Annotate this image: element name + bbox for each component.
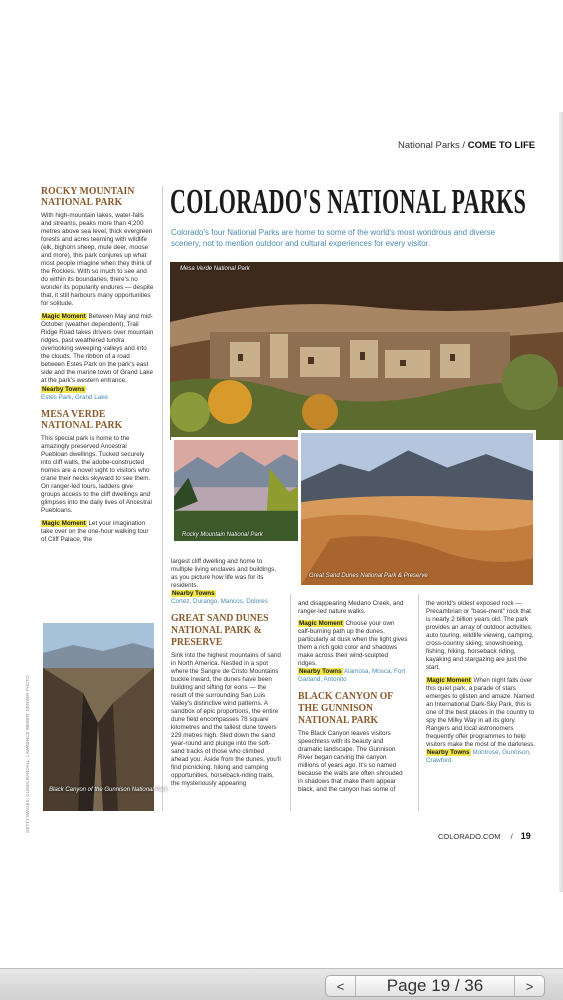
left-column: [41, 186, 154, 544]
black-canyon-magic-text: When night falls over this quiet park, a parade of stars emerges to glisten and amaze. Named an International Dark-Sky Park, this is one of the best places in the country to spy the Milky Way in all its glory. Rangers and local astronomers frequently offer programmes to help visitors make the most of the darkness.: [426, 677, 536, 748]
rocky-mountain-photo: [171, 437, 309, 544]
black-canyon-photo: [43, 623, 168, 811]
page-navigator: [325, 975, 545, 997]
page-footer: [438, 831, 531, 841]
rocky-magic-moment: [41, 313, 154, 385]
sand-dunes-towns-list: Alamosa, Mosca, Fort Garland, Antonito: [298, 668, 406, 683]
black-canyon-heading: BLACK CANYON OF THE GUNNISON NATIONAL PARK: [298, 690, 393, 726]
black-canyon-towns-list: Montrose, Gunnison, Crawford: [426, 749, 531, 764]
page-title: COLORADO'S NATIONAL PARKS: [170, 182, 527, 221]
great-sand-dunes-heading: GREAT SAND DUNES NATIONAL PARK & PRESERVE: [171, 612, 269, 648]
mesa-verde-caption: Mesa Verde National Park: [180, 266, 250, 272]
column-divider: [162, 186, 163, 811]
mesa-verde-heading: MESA VERDE NATIONAL PARK: [41, 408, 123, 431]
rocky-mountain-caption: Rocky Mountain National Park: [182, 532, 263, 538]
mesa-verde-photo: [170, 262, 563, 440]
header-separator: /: [459, 140, 468, 151]
page-edge: [559, 112, 563, 892]
nearby-towns-label: Nearby Towns: [299, 668, 342, 675]
running-header: [398, 140, 535, 151]
rocky-towns-list: Estes Park, Grand Lake: [41, 394, 108, 401]
footer-separator: /: [510, 832, 513, 841]
next-page-button[interactable]: [514, 976, 544, 996]
rocky-nearby-towns: [41, 386, 154, 402]
sand-dunes-nearby-towns: [298, 668, 408, 684]
column-divider: [290, 594, 291, 811]
black-canyon-body: The Black Canyon leaves visitors speechless with its beauty and dramatic landscape. The Gunnison River began carving the canyon millions of years ago. It's so named because the walls are often shrouded in shadows that make them appear black, and the canyon has some of: [298, 730, 403, 793]
great-sand-dunes-body: Sink into the highest mountains of sand in North America. Nestled in a spot where the Sangre de Cristo Mountains buckle inward, the dunes have been building and sifting for eons — the result of the surrounding San Luis Valley's distinctive wind patterns. A sandbox of epic proportions, the entire dune field encompasses 78 square kilometres and the tallest dune towers 229 metres high. Sled down the sand year-round and plunge into the soft-sand tracks of those who climbed ahead you. Aside from the dunes, you'll find picnicking, hiking and camping opportunities, horseback-riding trails, the mysteriously appearing: [171, 652, 281, 787]
mesa-magic-moment: [41, 520, 154, 544]
magic-moment-label: Magic Moment: [42, 520, 86, 527]
great-sand-dunes-photo: [298, 430, 536, 588]
rocky-magic-text: Between May and mid-October (weather dependent), Trail Ridge Road takes drivers over mountain ridges, past weathered tundra overlooking sweeping valleys and into the clouds. The ribbon of a road between Estes Park on the park's east side and the marine town of Grand Lake at the park's western entrance.: [41, 313, 154, 384]
page-indicator: Page 19 / 36: [386, 976, 484, 995]
page-number: 19: [520, 831, 531, 841]
magic-moment-label: Magic Moment: [42, 313, 86, 320]
magic-moment-label: Magic Moment: [299, 620, 343, 627]
mesa-nearby-towns: [171, 590, 281, 606]
header-section: National Parks: [398, 140, 460, 151]
footer-site: COLORADO.COM: [438, 832, 501, 841]
black-canyon-caption: Black Canyon of the Gunnison National Park: [49, 787, 168, 793]
sand-dunes-magic-text: Choose your own calf-burning path up the dunes, particularly at dusk when the light gives them a rich gold color and shadows make across their wind-sculpted ridges.: [298, 620, 408, 667]
rocky-mountain-heading: ROCKY MOUNTAIN NATIONAL PARK: [41, 185, 135, 208]
magic-moment-label: Magic Moment: [427, 677, 471, 684]
column-4: [426, 600, 536, 765]
sand-dunes-magic-moment: [298, 620, 408, 668]
mesa-towns-list: Cortez, Durango, Mancos, Dolores: [171, 598, 268, 605]
great-sand-dunes-caption: Great Sand Dunes National Park & Preserve: [309, 573, 428, 579]
mesa-continued-text: largest cliff dwelling and home to multiple living enclaves and buildings, as you picture how life was for its residents.: [171, 558, 277, 589]
chevron-left-icon: <: [336, 978, 345, 994]
photo-credit: GETTY IMAGES; GLENN RANDALL; LAWRENCE WEBER; DENVER PHOTO: [25, 675, 30, 833]
nearby-towns-label: Nearby Towns: [427, 749, 470, 756]
mesa-verde-body: This special park is home to the amazingly preserved Ancestral Puebloan dwellings. Tucked securely into cliff walls, the adobe-constructed homes are a novel sight to visitors who crane their necks skyward to see them. On ranger-led tours, ladders give groups access to the cliff dwellings and glimpses into the daily lives of Ancestral Puebloans.: [41, 435, 152, 514]
column-2: [171, 558, 281, 788]
mesa-magic-text: Let your imagination take over on the one-hour walking tour of Cliff Palace, the: [41, 520, 149, 543]
sand-dunes-continued-text: and disappearing Medano Creek, and ranger-led nature walks.: [298, 600, 404, 615]
previous-page-button[interactable]: [326, 976, 356, 996]
nearby-towns-label: Nearby Towns: [172, 590, 215, 597]
rocky-mountain-body: With high-mountain lakes, water-falls and streams, peaks more than 4,200 metres above sea level, thick evergreen forests and acres teeming with wildlife (elk, bighorn sheep, mule deer, moose and more), this park conjures up what most people imagine when they think of the Rockies. With so much to see and do within its boundaries, there's no wonder its popularity endures — despite that, it still harbours many opportunities for solitude.: [41, 212, 154, 307]
header-subsection: COME TO LIFE: [467, 140, 536, 151]
chevron-right-icon: >: [525, 978, 534, 994]
nearby-towns-label: Nearby Towns: [42, 386, 85, 393]
intro-paragraph: Colorado's four National Parks are home to some of the world's most wondrous and diverse scenery, not to mention outdoor and cultural experiences for every visitor.: [171, 228, 496, 248]
black-canyon-continued-text: the world's oldest exposed rock — Precambrian or "base-ment" rock that is nearly 2 billion years old. The park provides an array of outdoor activities: auto touring, wildlife viewing, camping, cross-country skiing, snowshoeing, fishing, hiking, horseback riding, kayaking and stargazing are just the start.: [426, 600, 534, 671]
black-canyon-magic-moment: [426, 677, 536, 749]
column-divider: [418, 594, 419, 811]
black-canyon-nearby-towns: [426, 749, 536, 765]
column-3: [298, 600, 408, 794]
